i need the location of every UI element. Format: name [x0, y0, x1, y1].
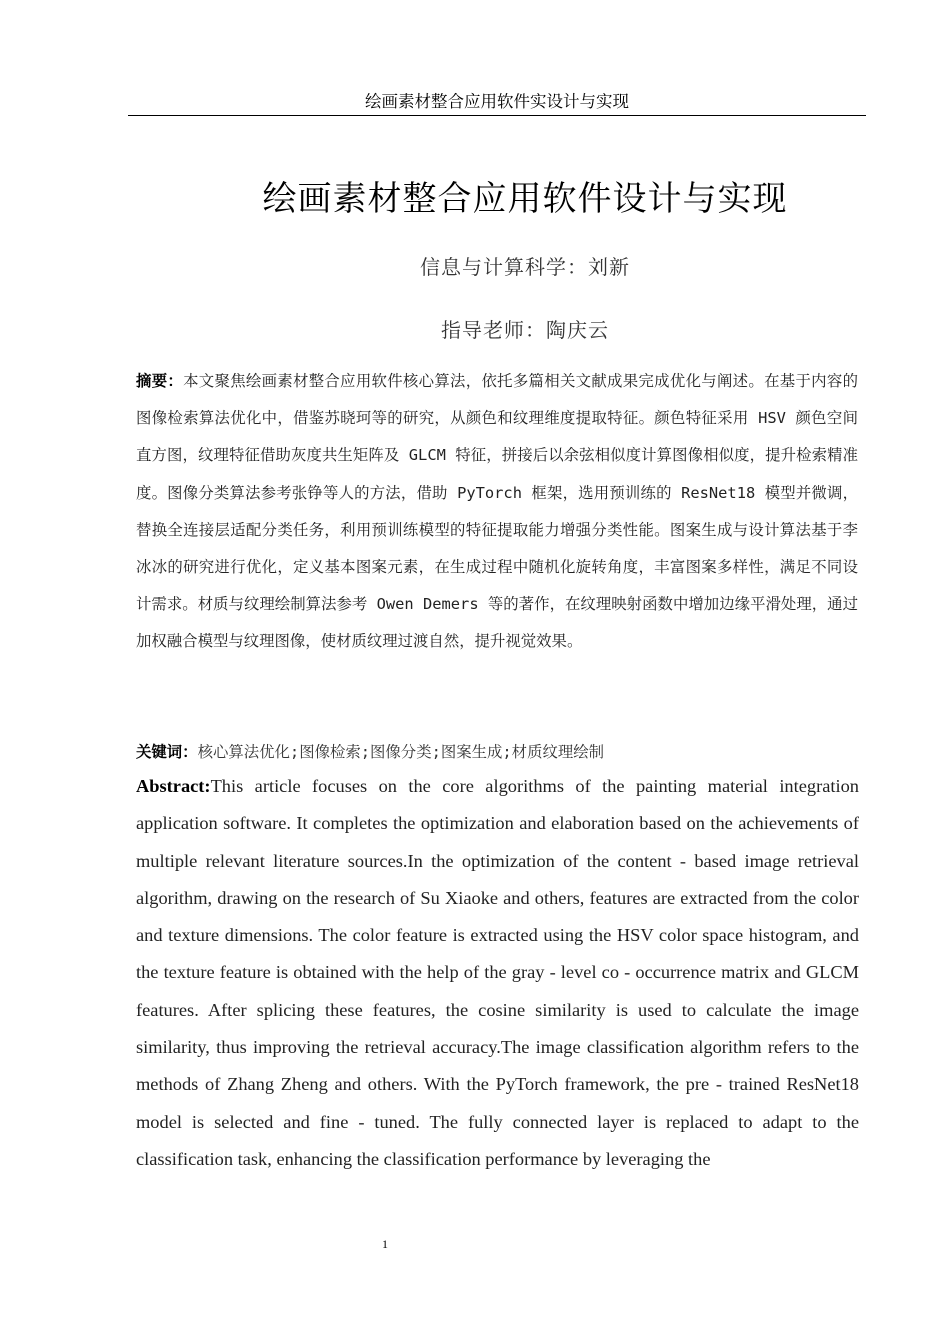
header-divider	[128, 115, 866, 116]
english-abstract	[136, 768, 859, 1178]
english-abstract-text: This article focuses on the core algorithms of the painting material integration application software. It completes the optimization and elaboration based on the achievements of multiple relevant literature sources.In the optimization of the content - based image retrieval algorithm, drawing on the research of Su Xiaoke and others, features are extracted from the color and texture dimensions. The color feature is extracted using the HSV color space histogram, and the texture feature is obtained with the help of the gray - level co - occurrence matrix and GLCM features. After splicing these features, the cosine similarity is used to calculate the image similarity, thus improving the retrieval accuracy.The image classification algorithm refers to the methods of Zhang Zheng and others. With the PyTorch framework, the pre - trained ResNet18 model is selected and fine - tuned. The fully connected layer is replaced to adapt to the classification task, enhancing the classification performance by leveraging the	[136, 776, 859, 1169]
page-number: 1	[382, 1237, 388, 1251]
keywords	[136, 734, 858, 770]
running-header: 绘画素材整合应用软件实设计与实现	[365, 92, 629, 111]
keywords-label: 关键词：	[136, 743, 198, 761]
chinese-abstract-text: 本文聚焦绘画素材整合应用软件核心算法，依托多篇相关文献成果完成优化与阐述。在基于内容的图像检索算法优化中，借鉴苏晓珂等的研究，从颜色和纹理维度提取特征。颜色特征采用 HSV 颜色空间直方图，纹理特征借助灰度共生矩阵及 GLCM 特征，拼接后以余弦相似度计算图像相似度，提升检索精准度。图像分类算法参考张铮等人的方法，借助 PyTorch 框架，选用预训练的 ResNet18 模型并微调，替换全连接层适配分类任务，利用预训练模型的特征提取能力增强分类性能。图案生成与设计算法基于李冰冰的研究进行优化，定义基本图案元素，在生成过程中随机化旋转角度，丰富图案多样性，满足不同设计需求。材质与纹理绘制算法参考 Owen Demers 等的著作，在纹理映射函数中增加边缘平滑处理，通过加权融合模型与纹理图像，使材质纹理过渡自然，提升视觉效果。	[136, 372, 858, 651]
english-abstract-label: Abstract:	[136, 776, 211, 796]
keywords-text: 核心算法优化;图像检索;图像分类;图案生成;材质纹理绘制	[197, 743, 605, 761]
chinese-abstract-label: 摘要：	[136, 372, 184, 390]
author-line: 信息与计算科学：刘新	[420, 255, 630, 279]
advisor-line: 指导老师：陶庆云	[441, 318, 609, 342]
chinese-abstract	[136, 363, 858, 661]
document-title: 绘画素材整合应用软件设计与实现	[262, 179, 788, 219]
